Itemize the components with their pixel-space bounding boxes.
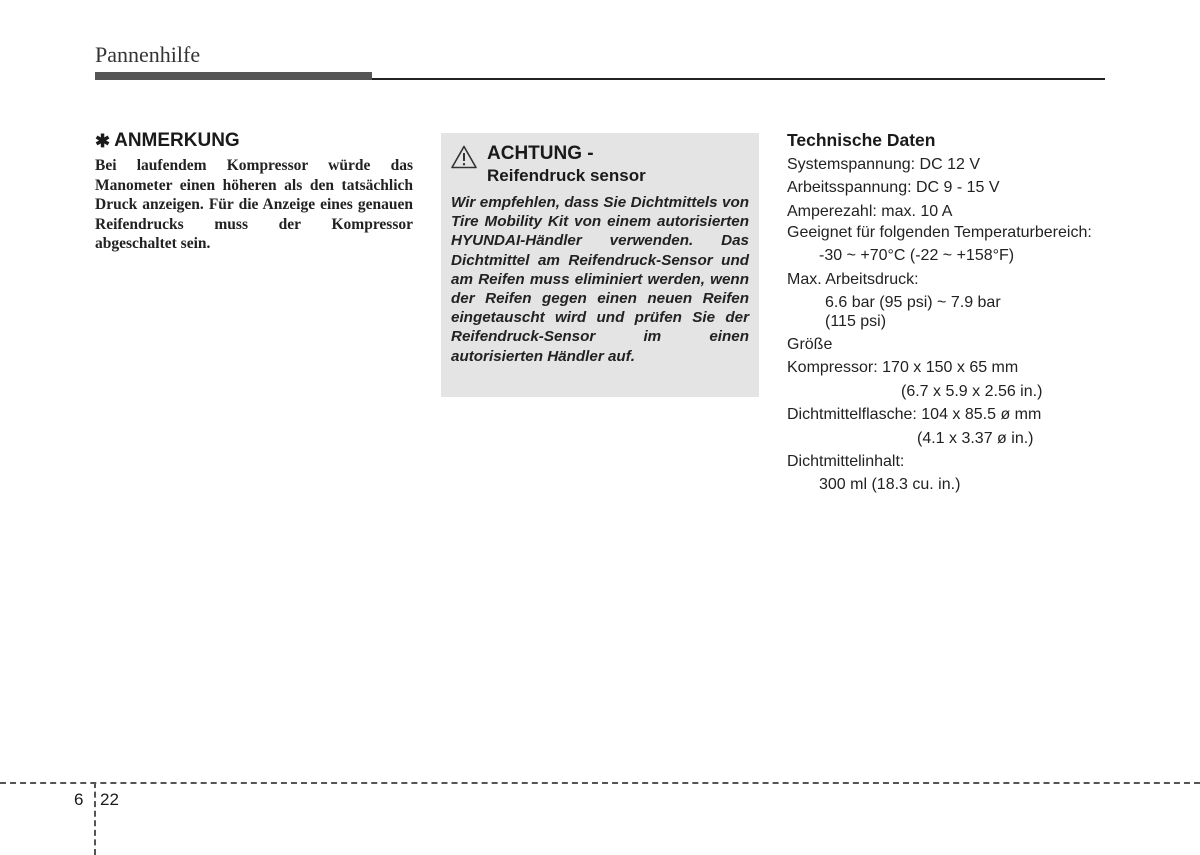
spec-line: Kompressor: 170 x 150 x 65 mm <box>787 359 1019 377</box>
spec-line: -30 ~ +70°C (-22 ~ +158°F) <box>819 247 1015 265</box>
warning-body: Wir empfehlen, dass Sie Dichtmittels von Tire Mobility Kit von einem autorisierten HYUNDAI-Händler verwenden. Das Dichtmittel am Reifendruck-Sensor und am Reifen muss eliminiert werden, wenn der Reifen gegen einen neuen Reifen eingetauscht wird und prüfen Sie der Reifendruck-Sensor im einen autorisierten Händler auf. <box>451 194 749 365</box>
page-number: 22 <box>100 790 119 809</box>
asterisk-icon: ✱ <box>95 130 111 151</box>
spec-line: Amperezahl: max. 10 A <box>787 202 953 220</box>
footer-vertical-divider <box>94 782 96 855</box>
spec-line: 300 ml (18.3 cu. in.) <box>819 476 961 494</box>
chapter-number: 6 <box>74 790 84 809</box>
technical-data-section <box>787 130 1107 497</box>
spec-line: Max. Arbeitsdruck: <box>787 270 919 288</box>
warning-header <box>451 143 749 187</box>
note-body: Bei laufendem Kompressor würde das Manometer einen höheren als den tatsächlich Druck anzeigen. Für die Anzeige eines genauen Reifendrucks muss der Kompressor abgeschaltet sein. <box>95 157 413 252</box>
header-rule-thin <box>372 78 1105 80</box>
note-section <box>95 130 413 254</box>
warning-title: ACHTUNG - <box>487 143 594 164</box>
spec-line: (4.1 x 3.37 ø in.) <box>917 429 1034 447</box>
spec-line: Arbeitsspannung: DC 9 - 15 V <box>787 179 1000 197</box>
spec-line: Dichtmittelinhalt: <box>787 453 905 471</box>
warning-triangle-icon <box>451 145 477 169</box>
spec-line: Dichtmittelflasche: 104 x 85.5 ø mm <box>787 406 1042 424</box>
note-heading-text: ANMERKUNG <box>114 130 240 151</box>
note-heading <box>95 130 413 152</box>
spec-line: (6.7 x 5.9 x 2.56 in.) <box>901 382 1043 400</box>
footer-divider <box>0 782 1200 784</box>
header-rule-thick <box>95 72 372 80</box>
warning-box <box>441 133 759 397</box>
spec-line: Systemspannung: DC 12 V <box>787 156 980 173</box>
spec-line: (115 psi) <box>825 313 887 331</box>
spec-line: Größe <box>787 336 833 354</box>
spec-line: Geeignet für folgenden Temperaturbereich: <box>787 224 1092 242</box>
spec-line: 6.6 bar (95 psi) ~ 7.9 bar <box>825 294 1001 312</box>
warning-subtitle: Reifendruck sensor <box>487 166 646 185</box>
technical-data-title: Technische Daten <box>787 130 936 150</box>
page-header-title: Pannenhilfe <box>95 42 201 67</box>
